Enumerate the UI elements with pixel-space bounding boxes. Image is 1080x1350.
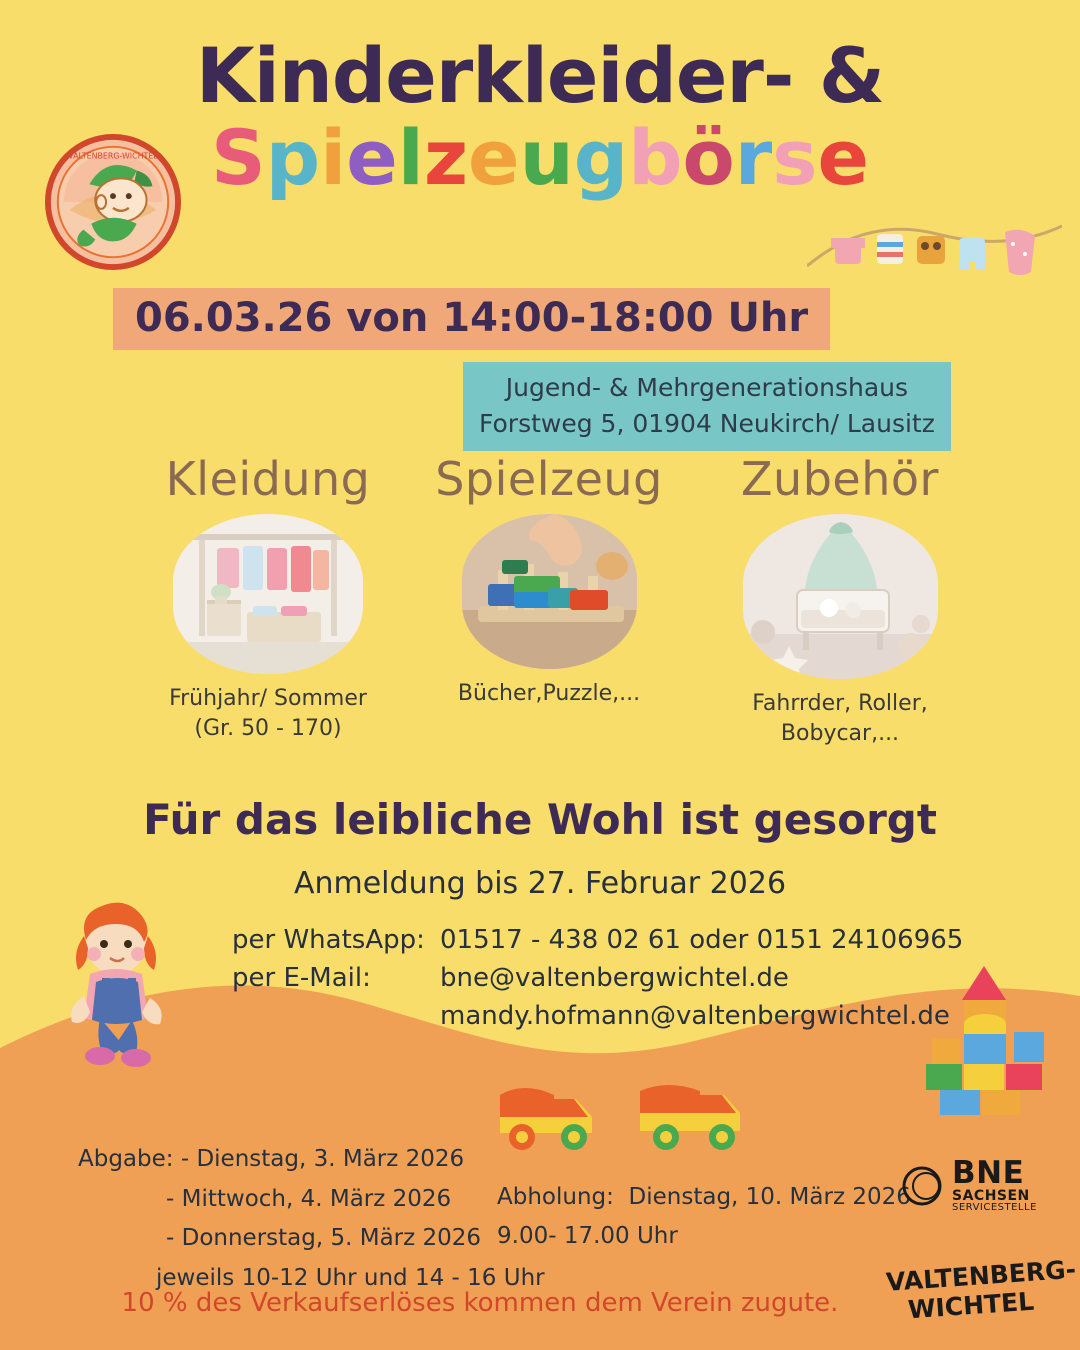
title-letter: s	[772, 113, 818, 202]
title-letter: l	[397, 113, 424, 202]
pickup-hours: 9.00- 17.00 Uhr	[497, 1223, 678, 1250]
svg-text:VALTENBERG-WICHTEL: VALTENBERG-WICHTEL	[68, 151, 158, 161]
dropoff-line-3: - Donnerstag, 5. März 2026	[166, 1225, 482, 1252]
wooden-toy-photo	[462, 514, 637, 669]
event-date-banner: 06.03.26 von 14:00-18:00 Uhr	[113, 288, 830, 350]
caption-line-1: Fahrrder, Roller, Bobycar,...	[752, 691, 928, 746]
contact-list	[232, 925, 963, 1039]
contact-value-email-2[interactable]: mandy.hofmann@valtenbergwichtel.de	[440, 1001, 950, 1031]
category-caption	[404, 679, 694, 709]
title-letter: r	[734, 113, 773, 202]
category-title: Spielzeug	[435, 452, 663, 506]
title-letter: z	[423, 113, 469, 202]
dropoff-hours: jeweils 10-12 Uhr und 14 - 16 Uhr	[156, 1264, 545, 1291]
contact-label: per WhatsApp:	[232, 925, 425, 955]
dropoff-line-2: - Mittwoch, 4. März 2026	[166, 1185, 452, 1212]
bne-circle-icon	[900, 1164, 944, 1208]
contact-value-whatsapp[interactable]: 01517 - 438 02 61 oder 0151 24106965	[440, 925, 964, 955]
rag-doll-illustration-icon	[40, 900, 205, 1075]
registration-deadline: Anmeldung bis 27. Februar 2026	[293, 866, 787, 901]
category-accessories	[690, 452, 990, 748]
wordmark-line-2: WICHTEL	[907, 1286, 1035, 1325]
valtenberg-wichtel-wordmark	[885, 1254, 1077, 1325]
caption-line-1: Frühjahr/ Sommer	[169, 686, 367, 711]
title-line-1: Kinderkleider- &	[195, 31, 885, 120]
venue-line-2: Forstweg 5, 01904 Neukirch/ Lausitz	[479, 408, 935, 438]
contact-value-email-1[interactable]: bne@valtenbergwichtel.de	[440, 963, 789, 993]
title-letter: ö	[682, 113, 735, 202]
category-caption	[118, 684, 418, 743]
title-letter: e	[817, 113, 870, 202]
valtenberg-wichtel-elf-badge-icon	[44, 133, 182, 271]
title-letter: S	[210, 113, 266, 202]
venue-address-box	[463, 362, 951, 451]
bne-title: BNE	[952, 1155, 1025, 1191]
dropoff-dates	[78, 1140, 545, 1298]
pickup-line-1	[497, 1178, 911, 1217]
pickup-label: Abholung:	[497, 1184, 614, 1210]
title-letter: u	[519, 113, 574, 202]
category-title: Kleidung	[165, 452, 371, 506]
dropoff-line-1	[78, 1140, 545, 1180]
title-letter: g	[573, 113, 629, 202]
contact-row	[232, 925, 963, 955]
baby-cot-photo	[743, 514, 938, 679]
caption-line-1: Bücher,Puzzle,...	[457, 681, 641, 706]
bne-sachsen-logo	[900, 1155, 1050, 1213]
venue-line-1: Jugend- & Mehrgenerationshaus	[505, 373, 909, 402]
dropoff-date-1: - Dienstag, 3. März 2026	[180, 1146, 465, 1172]
contact-label	[232, 1001, 440, 1031]
title-letter: p	[265, 113, 321, 202]
category-clothing	[118, 452, 418, 743]
pickup-date: Dienstag, 10. März 2026	[628, 1184, 911, 1210]
title-letter: i	[320, 113, 347, 202]
category-section	[0, 452, 1080, 782]
catering-headline: Für das leibliche Wohl ist gesorgt	[143, 795, 937, 844]
title-letter: b	[628, 113, 683, 202]
caption-line-2: (Gr. 50 - 170)	[194, 715, 342, 741]
contact-label: per E-Mail:	[232, 963, 371, 993]
building-blocks-illustration-icon	[920, 960, 1050, 1115]
title-letter: e	[468, 113, 520, 202]
category-caption	[690, 689, 990, 748]
category-title: Zubehör	[741, 452, 939, 506]
revenue-footnote: 10 % des Verkaufserlöses kommen dem Verein zugute.	[121, 1288, 839, 1318]
dropoff-label: Abgabe:	[78, 1146, 174, 1172]
pickup-dates	[497, 1178, 911, 1256]
title-letter: e	[346, 113, 398, 202]
clothing-rack-photo	[173, 514, 363, 674]
clothesline-decoration-icon	[807, 208, 1062, 313]
bne-subtitle-2: SERVICESTELLE	[952, 1202, 1037, 1213]
bne-subtitle: SACHSEN	[952, 1188, 1030, 1204]
wordmark-line-1: VALTENBERG-	[885, 1254, 1077, 1297]
contact-row	[232, 963, 963, 993]
category-toys	[404, 452, 694, 709]
contact-row	[232, 1001, 963, 1031]
